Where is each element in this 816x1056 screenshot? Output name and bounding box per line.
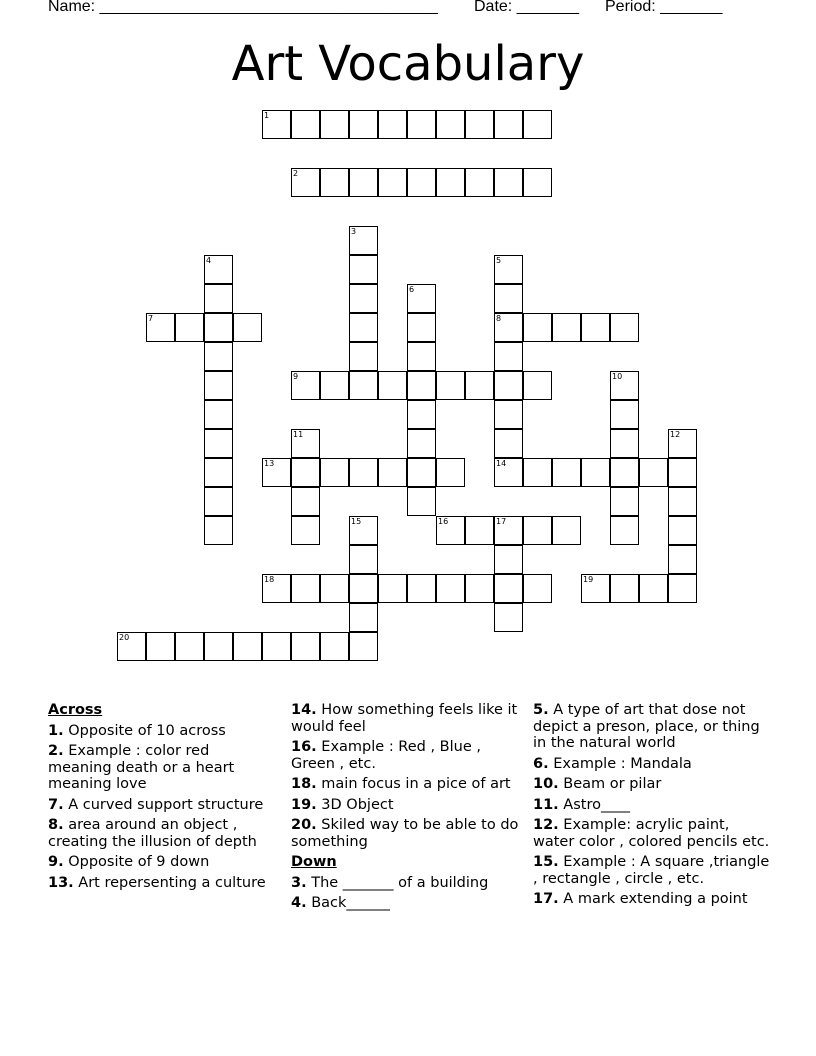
crossword-cell[interactable] (233, 313, 262, 342)
crossword-cell[interactable] (378, 168, 407, 197)
crossword-cell[interactable] (291, 574, 320, 603)
clue-down-17: 17. A mark extending a point (533, 891, 748, 907)
crossword-cell[interactable] (436, 371, 465, 400)
crossword-cell[interactable] (204, 400, 233, 429)
crossword-cell[interactable] (204, 313, 233, 342)
cell-number: 20 (119, 633, 130, 642)
crossword-cell[interactable] (291, 110, 320, 139)
cell-number: 15 (351, 517, 362, 526)
crossword-cell[interactable] (262, 110, 291, 139)
crossword-cell[interactable] (494, 342, 523, 371)
crossword-cell[interactable] (436, 458, 465, 487)
crossword-cell[interactable] (349, 516, 378, 545)
crossword-cell[interactable] (291, 458, 320, 487)
crossword-cell[interactable] (349, 632, 378, 661)
crossword-cell[interactable] (349, 313, 378, 342)
crossword-cell[interactable] (465, 516, 494, 545)
cell-number: 1 (264, 111, 270, 120)
crossword-cell[interactable] (204, 487, 233, 516)
crossword-cell[interactable] (204, 255, 233, 284)
clue-across-2: 2. Example : color red meaning death or a heart meaning love (48, 743, 235, 792)
cell-number: 11 (293, 430, 304, 439)
crossword-cell[interactable] (523, 110, 552, 139)
crossword-cell[interactable] (407, 487, 436, 516)
crossword-cell[interactable] (523, 371, 552, 400)
crossword-cell[interactable] (523, 168, 552, 197)
period-field[interactable]: Period: _______ (605, 0, 723, 15)
crossword-cell[interactable] (436, 110, 465, 139)
crossword-cell[interactable] (204, 458, 233, 487)
crossword-cell[interactable] (320, 168, 349, 197)
crossword-cell[interactable] (320, 458, 349, 487)
crossword-cell[interactable] (494, 458, 523, 487)
cell-number: 4 (206, 256, 212, 265)
crossword-cell[interactable] (494, 284, 523, 313)
crossword-cell[interactable] (494, 313, 523, 342)
crossword-cell[interactable] (494, 516, 523, 545)
crossword-cell[interactable] (407, 371, 436, 400)
crossword-cell[interactable] (349, 110, 378, 139)
clue-down-12: 12. Example: acrylic paint, water color , colored pencils etc. (533, 817, 770, 850)
clue-across-8: 8. area around an object , creating the illusion of depth (48, 817, 257, 850)
cell-number: 6 (409, 285, 415, 294)
crossword-cell[interactable] (552, 516, 581, 545)
crossword-cell[interactable] (407, 429, 436, 458)
clue-across-20: 20. Skiled way to be able to do something (291, 817, 519, 850)
crossword-cell[interactable] (610, 429, 639, 458)
crossword-cell[interactable] (320, 574, 349, 603)
crossword-cell[interactable] (407, 458, 436, 487)
crossword-cell[interactable] (407, 342, 436, 371)
cell-number: 17 (496, 517, 507, 526)
crossword-cell[interactable] (465, 168, 494, 197)
crossword-cell[interactable] (291, 429, 320, 458)
crossword-cell[interactable] (291, 632, 320, 661)
cell-number: 13 (264, 459, 275, 468)
crossword-cell[interactable] (465, 574, 494, 603)
clue-across-19: 19. 3D Object (291, 796, 394, 813)
crossword-cell[interactable] (320, 110, 349, 139)
crossword-cell[interactable] (581, 574, 610, 603)
crossword-cell[interactable] (668, 574, 697, 603)
clue-across-14: 14. How something feels like it would feel (291, 702, 518, 735)
crossword-cell[interactable] (407, 110, 436, 139)
crossword-cell[interactable] (610, 487, 639, 516)
crossword-cell[interactable] (204, 284, 233, 313)
crossword-cell[interactable] (436, 168, 465, 197)
crossword-cell[interactable] (610, 574, 639, 603)
crossword-cell[interactable] (494, 110, 523, 139)
crossword-cell[interactable] (552, 458, 581, 487)
clue-across-13: 13. Art repersenting a culture (48, 874, 266, 891)
clue-down-3: 3. The _______ of a building (291, 874, 489, 891)
cell-number: 12 (670, 430, 681, 439)
cell-number: 7 (148, 314, 154, 323)
crossword-cell[interactable] (349, 574, 378, 603)
clue-across-18: 18. main focus in a pice of art (291, 776, 511, 792)
crossword-cell[interactable] (320, 632, 349, 661)
crossword-cell[interactable] (494, 400, 523, 429)
crossword-cell[interactable] (639, 574, 668, 603)
crossword-cell[interactable] (494, 545, 523, 574)
crossword-cell[interactable] (291, 168, 320, 197)
crossword-cell[interactable] (407, 284, 436, 313)
crossword-cell[interactable] (204, 429, 233, 458)
crossword-cell[interactable] (668, 487, 697, 516)
crossword-cell[interactable] (494, 574, 523, 603)
crossword-cell[interactable] (523, 574, 552, 603)
clues-column-2 (291, 702, 519, 916)
date-field[interactable]: Date: _______ (474, 0, 579, 15)
cell-number: 8 (496, 314, 502, 323)
crossword-cell[interactable] (610, 516, 639, 545)
crossword-cell[interactable] (610, 313, 639, 342)
crossword-cell[interactable] (349, 603, 378, 632)
crossword-cell[interactable] (668, 516, 697, 545)
clues-column-3 (533, 702, 773, 912)
crossword-cell[interactable] (204, 371, 233, 400)
crossword-cell[interactable] (407, 400, 436, 429)
cell-number: 14 (496, 459, 507, 468)
crossword-cell[interactable] (581, 458, 610, 487)
crossword-cell[interactable] (378, 458, 407, 487)
clue-across-9: 9. Opposite of 9 down (48, 854, 210, 870)
crossword-cell[interactable] (204, 342, 233, 371)
crossword-cell[interactable] (146, 313, 175, 342)
crossword-cell[interactable] (349, 342, 378, 371)
crossword-cell[interactable] (291, 487, 320, 516)
crossword-cell[interactable] (494, 603, 523, 632)
crossword-cell[interactable] (436, 516, 465, 545)
crossword-cell[interactable] (349, 284, 378, 313)
clue-down-10: 10. Beam or pilar (533, 776, 662, 792)
crossword-cell[interactable] (349, 458, 378, 487)
across-heading: Across (48, 702, 103, 718)
crossword-cell[interactable] (349, 255, 378, 284)
crossword-cell[interactable] (117, 632, 146, 661)
crossword-cell[interactable] (465, 371, 494, 400)
crossword-cell[interactable] (407, 313, 436, 342)
cell-number: 16 (438, 517, 449, 526)
crossword-cell[interactable] (233, 632, 262, 661)
crossword-cell[interactable] (668, 545, 697, 574)
page-title: Art Vocabulary (231, 36, 585, 92)
crossword-cell[interactable] (581, 313, 610, 342)
crossword-cell[interactable] (378, 371, 407, 400)
clues-column-1 (48, 702, 276, 895)
crossword-cell[interactable] (465, 110, 494, 139)
crossword-cell[interactable] (146, 632, 175, 661)
crossword-cell[interactable] (262, 574, 291, 603)
crossword-cell[interactable] (610, 458, 639, 487)
crossword-cell[interactable] (494, 255, 523, 284)
crossword-cell[interactable] (494, 168, 523, 197)
cell-number: 3 (351, 227, 357, 236)
crossword-cell[interactable] (349, 545, 378, 574)
crossword-cell[interactable] (668, 458, 697, 487)
crossword-cell[interactable] (639, 458, 668, 487)
crossword-cell[interactable] (668, 429, 697, 458)
cell-number: 2 (293, 169, 299, 178)
clue-across-7: 7. A curved support structure (48, 796, 264, 813)
crossword-cell[interactable] (175, 632, 204, 661)
crossword-cell[interactable] (204, 632, 233, 661)
crossword-cell[interactable] (378, 110, 407, 139)
clue-down-5: 5. A type of art that dose not depict a preson, place, or thing in the natural world (533, 702, 760, 751)
crossword-cell[interactable] (610, 400, 639, 429)
crossword-cell[interactable] (407, 168, 436, 197)
clue-down-6: 6. Example : Mandala (533, 755, 692, 772)
cell-number: 19 (583, 575, 594, 584)
crossword-cell[interactable] (494, 371, 523, 400)
crossword-cell[interactable] (523, 458, 552, 487)
crossword-cell[interactable] (523, 516, 552, 545)
crossword-cell[interactable] (552, 313, 581, 342)
cell-number: 18 (264, 575, 275, 584)
crossword-cell[interactable] (262, 632, 291, 661)
crossword-cell[interactable] (378, 574, 407, 603)
cell-number: 10 (612, 372, 623, 381)
crossword-cell[interactable] (291, 516, 320, 545)
clue-down-15: 15. Example : A square ,triangle , rectangle , circle , etc. (533, 854, 770, 887)
crossword-cell[interactable] (204, 516, 233, 545)
name-field[interactable]: Name: ______________________________________ (48, 0, 438, 15)
crossword-cell[interactable] (523, 313, 552, 342)
crossword-cell[interactable] (610, 371, 639, 400)
crossword-cell[interactable] (262, 458, 291, 487)
crossword-cell[interactable] (407, 574, 436, 603)
cell-number: 5 (496, 256, 502, 265)
crossword-cell[interactable] (349, 168, 378, 197)
clue-down-4: 4. Back______ (291, 895, 390, 911)
down-heading: Down (291, 854, 337, 870)
crossword-cell[interactable] (494, 429, 523, 458)
crossword-cell[interactable] (436, 574, 465, 603)
crossword-cell[interactable] (291, 371, 320, 400)
crossword-cell[interactable] (175, 313, 204, 342)
crossword-cell[interactable] (349, 226, 378, 255)
clue-across-1: 1. Opposite of 10 across (48, 722, 226, 739)
crossword-cell[interactable] (349, 371, 378, 400)
clue-across-16: 16. Example : Red , Blue , Green , etc. (291, 739, 481, 772)
cell-number: 9 (293, 372, 299, 381)
clue-down-11: 11. Astro____ (533, 796, 630, 813)
crossword-cell[interactable] (320, 371, 349, 400)
